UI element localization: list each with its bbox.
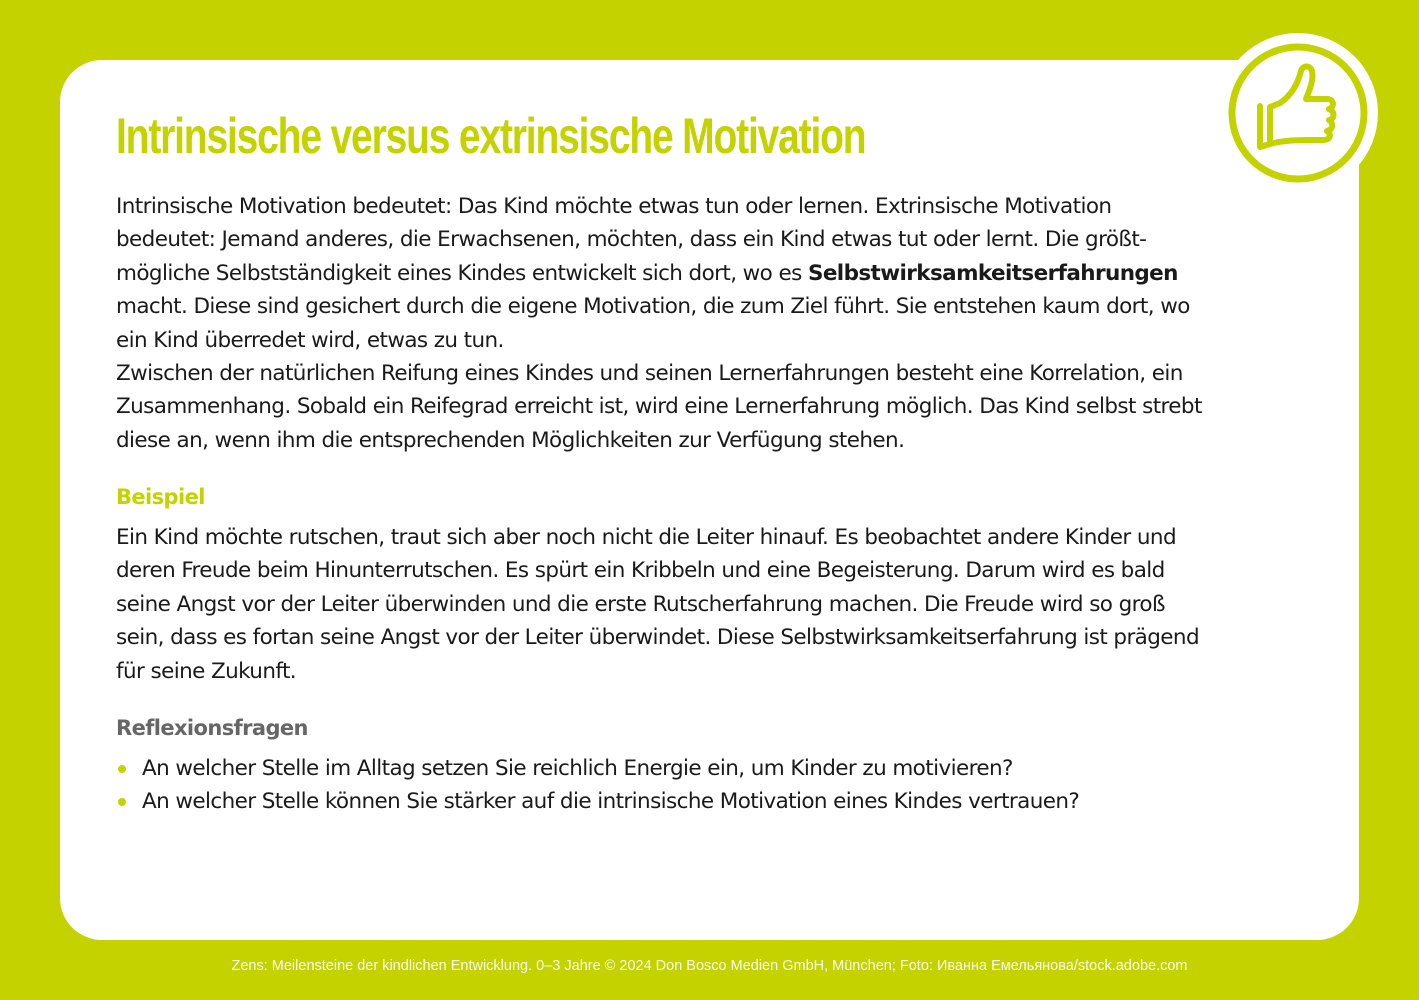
- page-title: Intrinsische versus extrinsische Motivation: [116, 108, 866, 164]
- example-line: Ein Kind möchte rutschen, traut sich aber noch nicht die Leiter hinauf. Es beobachtet andere Kinder und: [116, 525, 1177, 550]
- reflection-questions-list: [116, 752, 1079, 819]
- intro-paragraph: [116, 190, 1316, 457]
- bold-term: Selbstwirksamkeitserfahrungen: [807, 260, 1178, 286]
- example-line: sein, dass es fortan seine Angst vor der Leiter überwindet. Diese Selbstwirksamkeitserfahrung ist prägend: [116, 625, 1200, 651]
- thumbs-up-icon: [1226, 41, 1370, 185]
- example-line: deren Freude beim Hinunterrutschen. Es spürt ein Kribbeln und eine Begeisterung. Darum wird es bald: [116, 558, 1165, 584]
- question-text: An welcher Stelle können Sie stärker auf die intrinsische Motivation eines Kindes vertrauen?: [142, 789, 1080, 815]
- example-line: seine Angst vor der Leiter überwinden und die erste Rutscherfahrung machen. Die Freude wird so groß: [116, 591, 1165, 617]
- intro-line: bedeutet: Jemand anderes, die Erwachsenen, möchten, dass ein Kind etwas tut oder lernt. Die größt-: [116, 227, 1147, 253]
- example-paragraph: [116, 521, 1316, 688]
- bullet-icon: [118, 765, 126, 773]
- question-text: An welcher Stelle im Alltag setzen Sie reichlich Energie ein, um Kinder zu motivieren?: [142, 756, 1013, 781]
- intro-line: ein Kind überredet wird, etwas zu tun.: [116, 327, 504, 353]
- intro-line: [116, 257, 1316, 290]
- intro-line: Intrinsische Motivation bedeutet: Das Kind möchte etwas tun oder lernen. Extrinsische Motivation: [116, 194, 1112, 219]
- intro-line: macht. Diese sind gesichert durch die eigene Motivation, die zum Ziel führt. Sie entstehen kaum dort, wo: [116, 294, 1190, 320]
- intro-line: Zwischen der natürlichen Reifung eines Kindes und seinen Lernerfahrungen besteht eine Korrelation, ein: [116, 361, 1183, 387]
- footer-credits: Zens: Meilensteine der kindlichen Entwicklung. 0–3 Jahre © 2024 Don Bosco Medien GmbH, München; Foto: Иванна Емельянова/stock.adobe.com: [231, 958, 1188, 974]
- intro-line: diese an, wenn ihm die entsprechenden Möglichkeiten zur Verfügung stehen.: [116, 427, 905, 453]
- example-heading: Beispiel: [116, 485, 205, 509]
- intro-line-text: mögliche Selbstständigkeit eines Kindes entwickelt sich dort, wo es: [116, 260, 808, 286]
- reflection-question: [116, 785, 1079, 818]
- example-line: für seine Zukunft.: [116, 658, 297, 684]
- thumbs-up-badge: [1218, 33, 1378, 193]
- reflection-question: [116, 752, 1079, 785]
- reflection-heading: Reflexionsfragen: [116, 716, 308, 740]
- bullet-icon: [118, 798, 126, 806]
- intro-line: Zusammenhang. Sobald ein Reifegrad erreicht ist, wird eine Lernerfahrung möglich. Das Kind selbst strebt: [116, 394, 1202, 420]
